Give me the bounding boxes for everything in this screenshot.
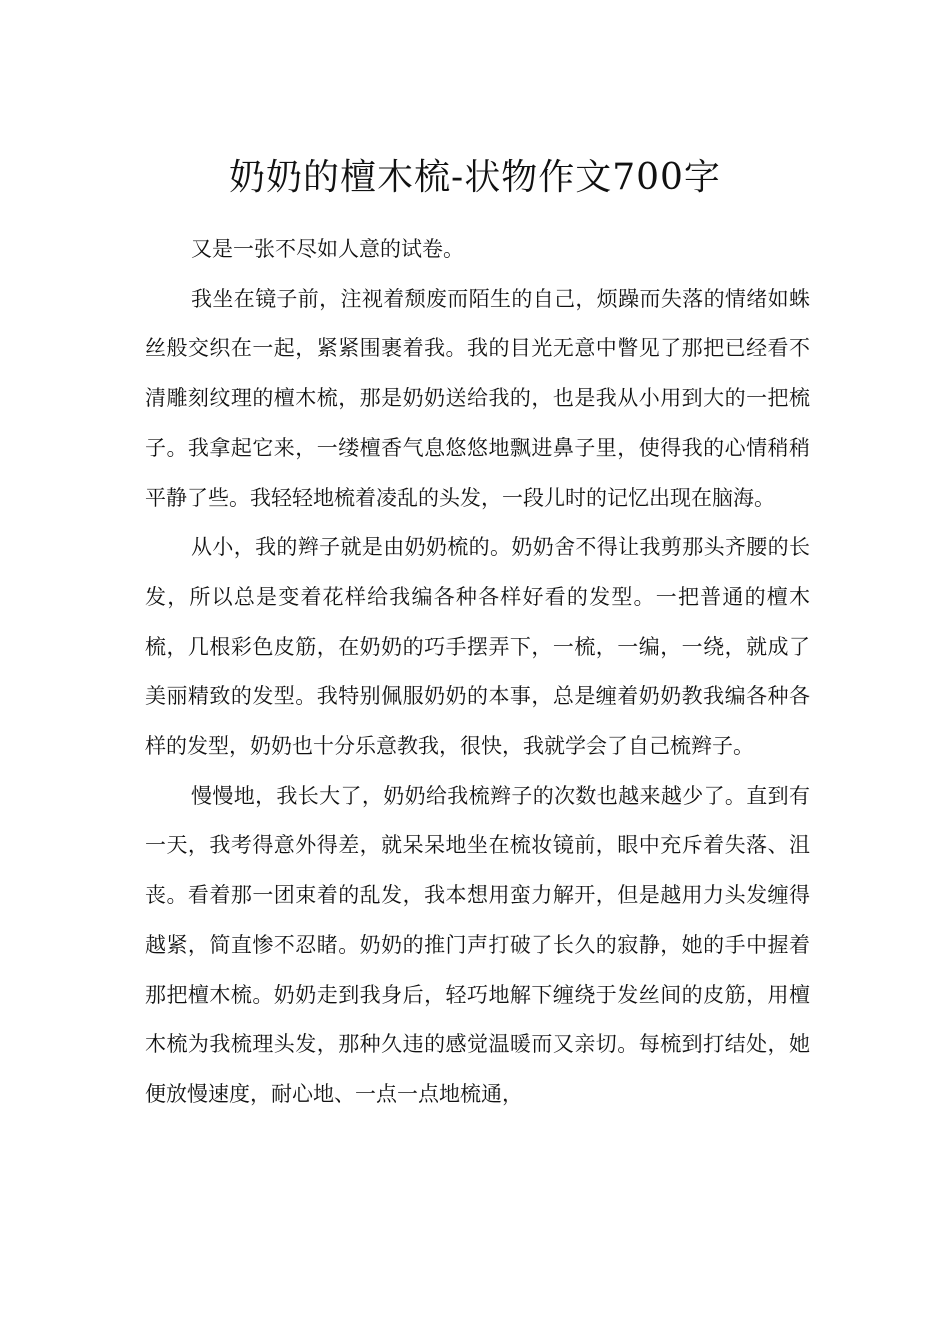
document-title: 奶奶的檀木梳-状物作文700字 — [229, 157, 721, 199]
paragraph: 从小，我的辫子就是由奶奶梳的。奶奶舍不得让我剪那头齐腰的长发，所以总是变着花样给我编各种各样好看的发型。一把普通的檀木梳，几根彩色皮筋，在奶奶的巧手摆弄下，一梳，一编，一绕，就成了美丽精致的发型。我特别佩服奶奶的本事，总是缠着奶奶教我编各种各样的发型，奶奶也十分乐意教我，很快，我就学会了自己梳辫子。 — [145, 535, 810, 759]
paragraph: 又是一张不尽如人意的试卷。 — [191, 237, 464, 261]
document-body — [145, 225, 810, 1120]
paragraph: 慢慢地，我长大了，奶奶给我梳辫子的次数也越来越少了。直到有一天，我考得意外得差，就呆呆地坐在梳妆镜前，眼中充斥着失落、沮丧。看着那一团束着的乱发，我本想用蛮力解开，但是越用力头发缠得越紧，简直惨不忍睹。奶奶的推门声打破了长久的寂静，她的手中握着那把檀木梳。奶奶走到我身后，轻巧地解下缠绕于发丝间的皮筋，用檀木梳为我梳理头发，那种久违的感觉温暖而又亲切。每梳到打结处，她便放慢速度，耐心地、一点一点地梳通， — [145, 783, 810, 1106]
paragraph: 我坐在镜子前，注视着颓废而陌生的自己，烦躁而失落的情绪如蛛丝般交织在一起，紧紧围裹着我。我的目光无意中瞥见了那把已经看不清雕刻纹理的檀木梳，那是奶奶送给我的，也是我从小用到大的一把梳子。我拿起它来，一缕檀香气息悠悠地飘进鼻子里，使得我的心情稍稍平静了些。我轻轻地梳着凌乱的头发，一段儿时的记忆出现在脑海。 — [145, 286, 810, 510]
